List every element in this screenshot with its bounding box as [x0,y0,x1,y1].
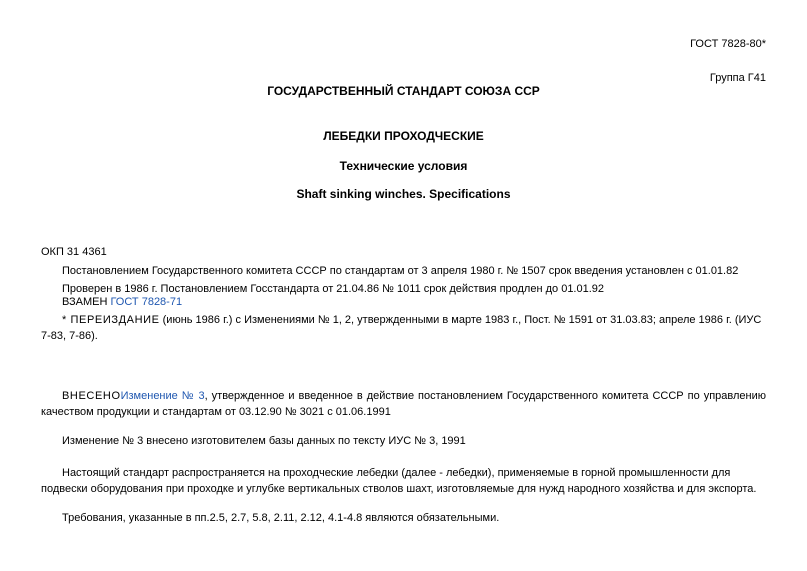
reissue-text: (июнь 1986 г.) с Изменениями № 1, 2, утвержденными в марте 1983 г., Пост. № 1591 от 31.03.83; апреле 1986 г. (ИУС 7-83, 7-86). [41,314,762,342]
state-standard-heading: ГОСУДАРСТВЕННЫЙ СТАНДАРТ СОЮЗА ССР [267,84,540,98]
checked-line: Проверен в 1986 г. Постановлением Госстандарта от 21.04.86 № 1011 срок действия продлен до 01.01.92 [62,283,605,295]
change-3-link[interactable]: Изменение № 3 [120,390,205,402]
introduced-paragraph [41,388,766,420]
replaces-line [41,296,787,310]
document-number: ГОСТ 7828-80* [690,38,766,50]
requirements-line: Требования, указанные в пп.2.5, 2.7, 5.8, 2.11, 2.12, 4.1-4.8 являются обязательными. [62,512,500,524]
reissue-label: * ПЕРЕИЗДАНИЕ [62,314,160,326]
replaces-label: ВЗАМЕН [62,296,111,308]
scope-paragraph: Настоящий стандарт распространяется на проходческие лебедки (далее - лебедки), применяемые в горной промышленности для подвески оборудования при проходке и углубке вертикальных стволов шахт, изготовляемые для нужд народного хозяйства и для экспорта. [41,467,757,495]
document-subtitle: Технические условия [339,159,468,173]
replaces-link[interactable]: ГОСТ 7828-71 [110,296,183,308]
introduced-label: ВНЕСЕНО [62,390,121,402]
decree-line: Постановлением Государственного комитета СССР по стандартам от 3 апреля 1980 г. № 1507 срок введения установлен с 01.01.82 [62,265,739,277]
english-title: Shaft sinking winches. Specifications [296,187,511,201]
group-code: Группа Г41 [709,72,766,84]
okp-code: ОКП 31 4361 [41,246,107,258]
reissue-paragraph [41,312,766,344]
introduced-text: , утвержденное и введенное в действие постановлением Государственного комитета СССР по управлению качеством продукции и стандартам от 03.12.90 № 3021 с 01.06.1991 [41,390,766,418]
document-title: ЛЕБЕДКИ ПРОХОДЧЕСКИЕ [323,129,484,143]
change-note: Изменение № 3 внесено изготовителем базы данных по тексту ИУС № 3, 1991 [62,435,466,447]
